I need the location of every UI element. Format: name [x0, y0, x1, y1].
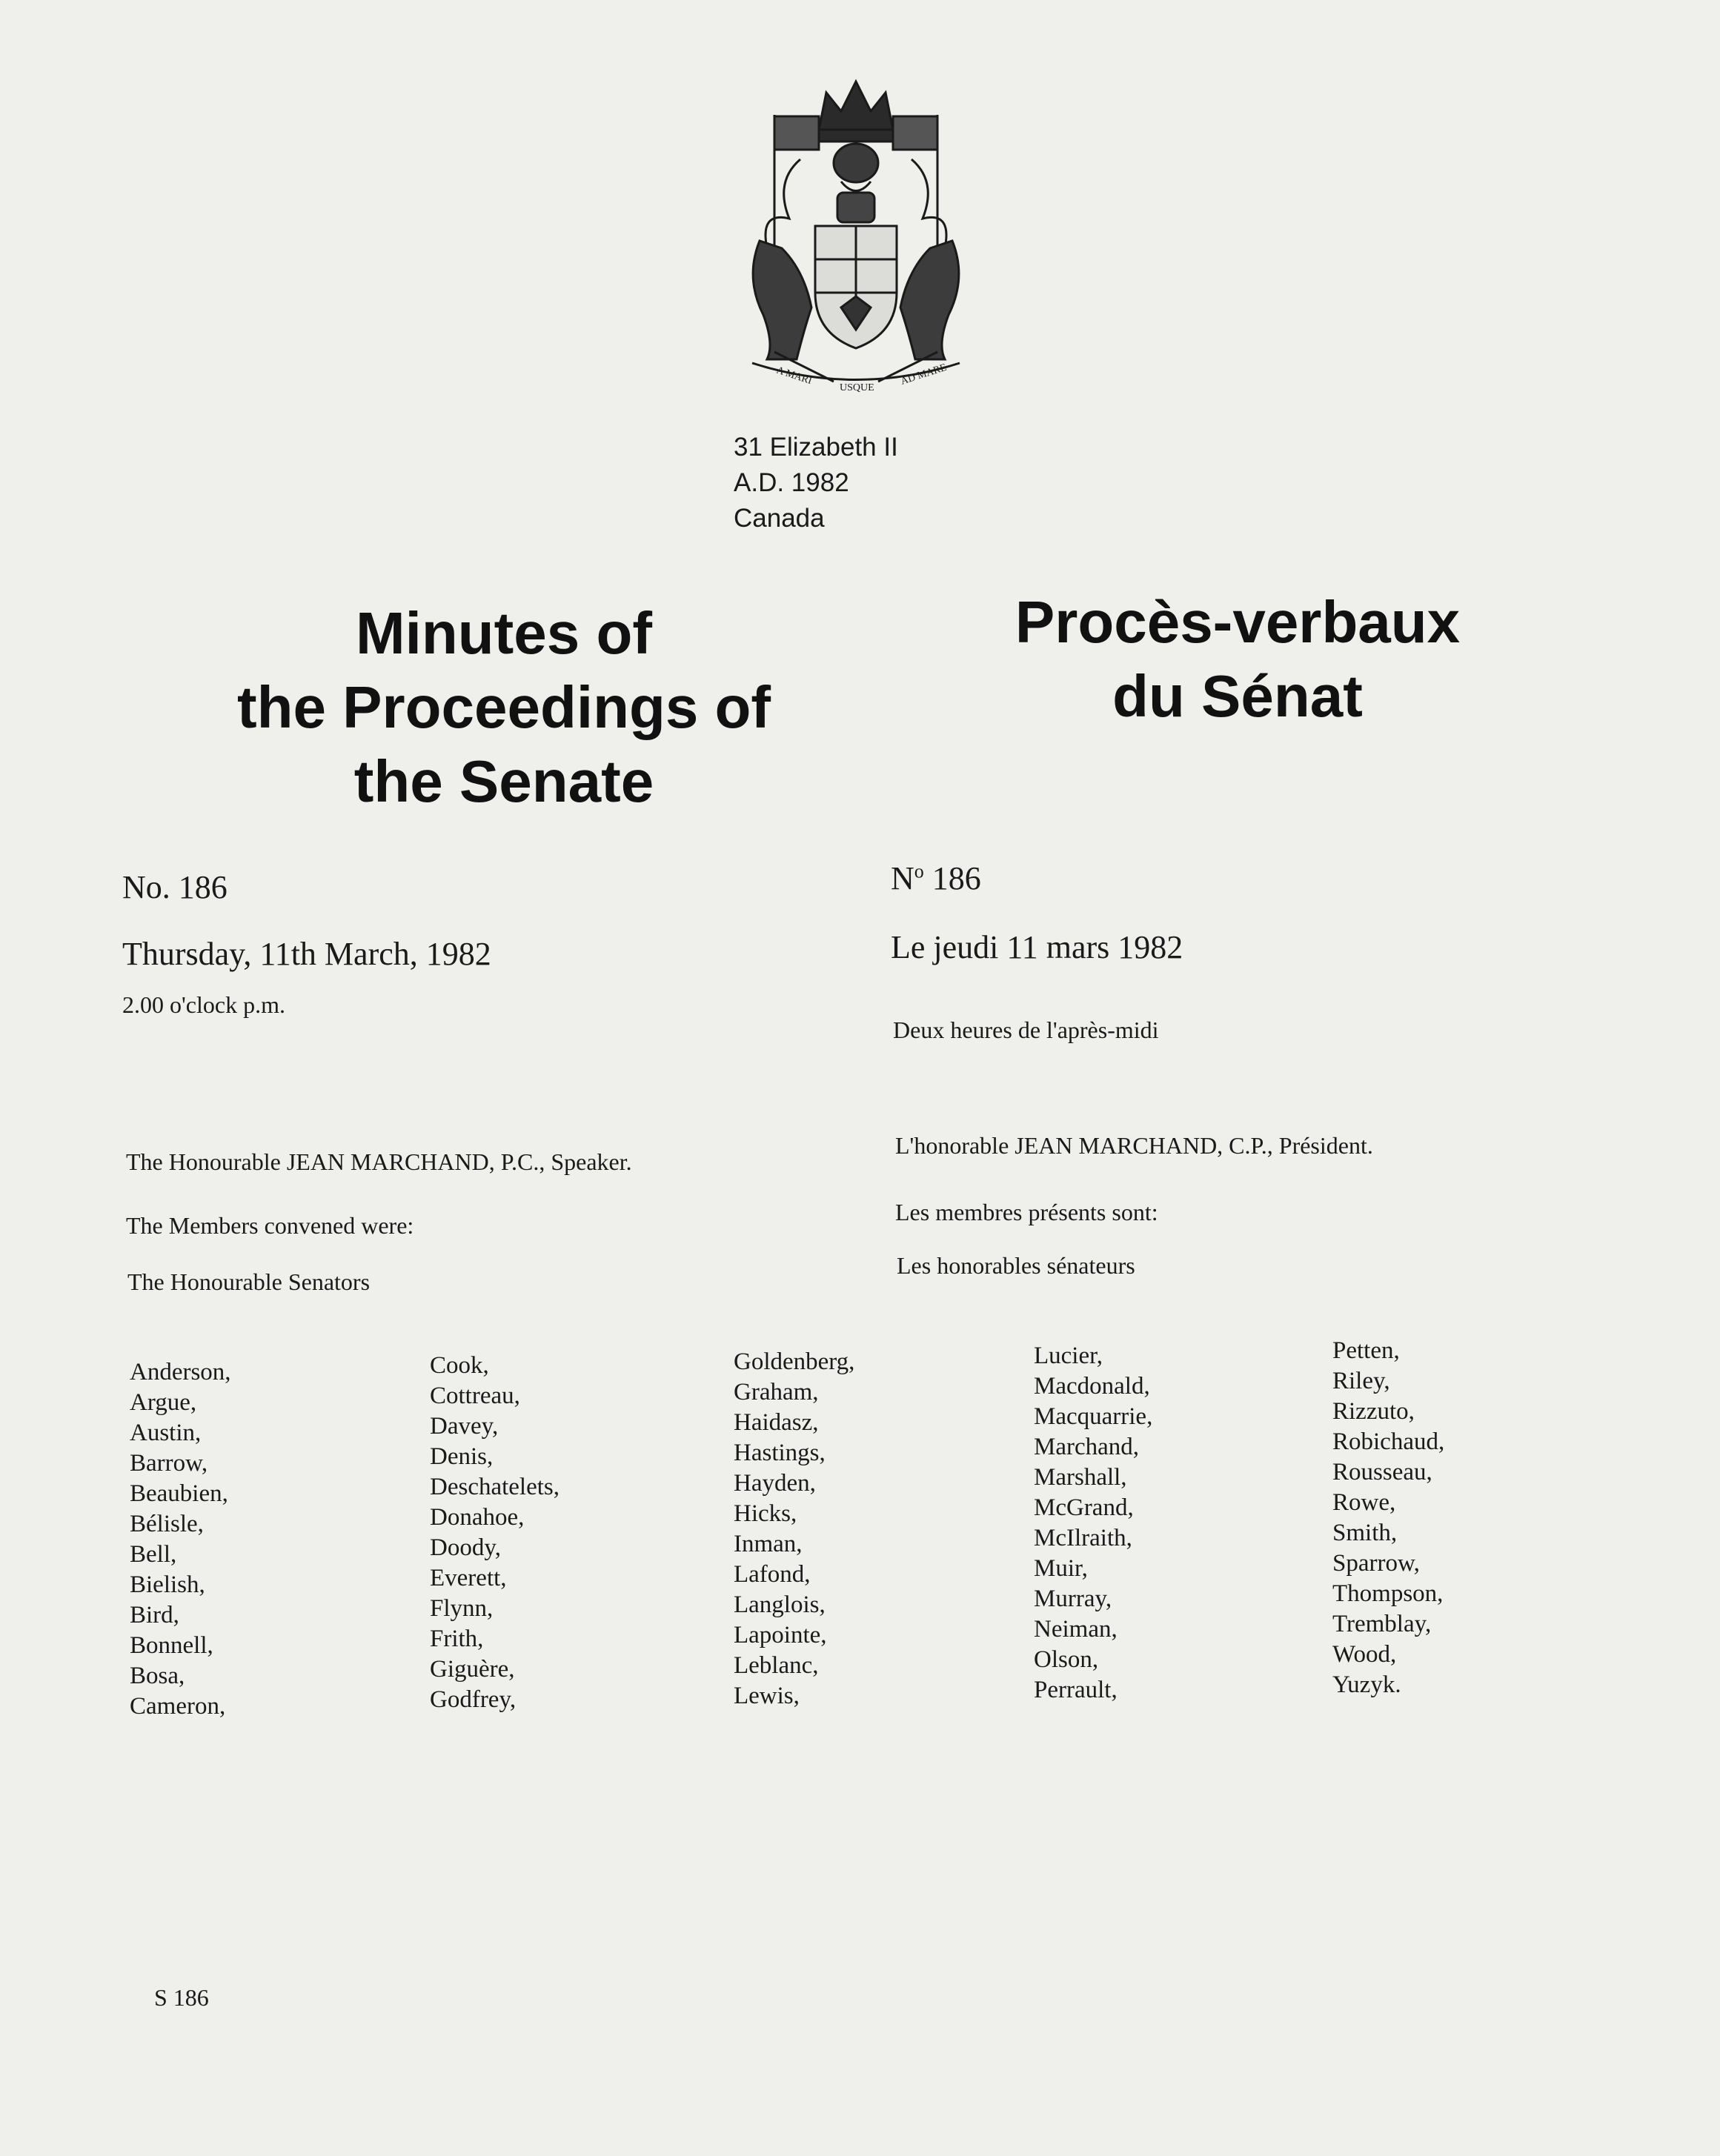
english-senators-col2 [430, 1351, 560, 1715]
senator-name: Muir, [1034, 1555, 1088, 1582]
senator-name: Perrault, [1034, 1677, 1118, 1703]
country: Canada [734, 504, 825, 533]
english-senators-heading: The Honourable Senators [127, 1268, 371, 1295]
senator-name: Petten, [1332, 1337, 1400, 1364]
senator-name: Denis, [430, 1443, 494, 1470]
senator-name: Smith, [1332, 1520, 1398, 1546]
english-date: Thursday, 11th March, 1982 [122, 936, 491, 972]
senator-name: Bielish, [130, 1571, 205, 1598]
senator-name: Bird, [130, 1602, 179, 1628]
senator-name: Sparrow, [1332, 1550, 1420, 1577]
senator-name: Robichaud, [1332, 1428, 1445, 1455]
senator-name: Macquarrie, [1034, 1403, 1153, 1430]
senator-name: Godfrey, [430, 1686, 517, 1713]
senator-name: Flynn, [430, 1595, 494, 1622]
senator-name: Donahoe, [430, 1504, 525, 1531]
senator-name: Riley, [1332, 1368, 1390, 1394]
english-senators-col1 [130, 1357, 231, 1722]
french-senators-col2 [1332, 1336, 1444, 1700]
regnal-year: 31 Elizabeth II [734, 433, 898, 462]
french-senators-heading: Les honorables sénateurs [897, 1252, 1135, 1279]
senator-name: Langlois, [734, 1591, 826, 1618]
svg-text:AD MARE: AD MARE [899, 362, 949, 387]
anno-domini: A.D. 1982 [734, 468, 849, 497]
senator-name: Hastings, [734, 1440, 826, 1466]
senator-name: Rowe, [1332, 1489, 1396, 1516]
senator-name: Giguère, [430, 1656, 515, 1683]
svg-text:A MARI: A MARI [774, 365, 814, 387]
french-senators-col1 [1034, 1341, 1152, 1706]
senator-name: Bosa, [130, 1663, 185, 1689]
senator-name: Lapointe, [734, 1622, 827, 1648]
english-speaker: The Honourable JEAN MARCHAND, P.C., Speaker. [126, 1148, 632, 1175]
senator-name: McGrand, [1034, 1494, 1134, 1521]
senator-name: Hayden, [734, 1470, 816, 1497]
french-time: Deux heures de l'après-midi [893, 1017, 1159, 1043]
english-convened: The Members convened were: [126, 1212, 414, 1239]
english-number: No. 186 [122, 869, 228, 905]
english-senators-col3 [734, 1347, 854, 1711]
senator-name: Davey, [430, 1413, 499, 1440]
senator-name: Macdonald, [1034, 1373, 1150, 1400]
senator-name: Thompson, [1332, 1580, 1444, 1607]
senator-name: Tremblay, [1332, 1611, 1432, 1637]
senator-name: Rizzuto, [1332, 1398, 1415, 1425]
senator-name: Argue, [130, 1389, 197, 1416]
senator-name: Bonnell, [130, 1632, 213, 1659]
english-title: Minutes of the Proceedings of the Senate [236, 600, 771, 814]
senator-name: Bélisle, [130, 1511, 204, 1537]
senator-name: Doody, [430, 1534, 501, 1561]
senator-name: Marshall, [1034, 1464, 1127, 1491]
senator-name: Everett, [430, 1565, 507, 1591]
senator-name: Inman, [734, 1531, 803, 1557]
french-title: Procès-verbaux du Sénat [1015, 589, 1461, 729]
senator-name: Cook, [430, 1352, 489, 1379]
senator-name: Marchand, [1034, 1434, 1140, 1460]
senator-name: McIlraith, [1034, 1525, 1132, 1551]
english-time: 2.00 o'clock p.m. [122, 991, 285, 1018]
senator-name: Rousseau, [1332, 1459, 1432, 1485]
senator-name: Frith, [430, 1626, 484, 1652]
senator-name: Lucier, [1034, 1342, 1103, 1369]
senator-name: Leblanc, [734, 1652, 819, 1679]
senator-name: Barrow, [130, 1450, 208, 1477]
senator-name: Murray, [1034, 1586, 1112, 1612]
coat-of-arms-icon [730, 70, 982, 404]
senator-name: Haidasz, [734, 1409, 819, 1436]
french-present: Les membres présents sont: [895, 1199, 1158, 1225]
senator-name: Austin, [130, 1420, 202, 1446]
senator-name: Lafond, [734, 1561, 811, 1588]
senator-name: Cameron, [130, 1693, 226, 1720]
senator-name: Beaubien, [130, 1480, 228, 1507]
senator-name: Graham, [734, 1379, 819, 1405]
senator-name: Goldenberg, [734, 1348, 855, 1375]
senator-name: Deschatelets, [430, 1474, 560, 1500]
senator-name: Olson, [1034, 1646, 1099, 1673]
senator-name: Bell, [130, 1541, 177, 1568]
senator-name: Yuzyk. [1332, 1671, 1401, 1698]
senator-name: Lewis, [734, 1683, 800, 1709]
senator-name: Cottreau, [430, 1383, 520, 1409]
regnal-info [734, 430, 898, 536]
page-footer: S 186 [154, 1984, 209, 2011]
french-number: $N^o$ 186 [891, 860, 981, 896]
senator-name: Anderson, [130, 1359, 231, 1385]
french-speaker: L'honorable JEAN MARCHAND, C.P., Président. [895, 1132, 1373, 1159]
senator-name: Neiman, [1034, 1616, 1118, 1643]
senator-name: Wood, [1332, 1641, 1397, 1668]
svg-text:USQUE: USQUE [840, 382, 874, 393]
french-date: Le jeudi 11 mars 1982 [891, 929, 1183, 965]
senator-name: Hicks, [734, 1500, 797, 1527]
